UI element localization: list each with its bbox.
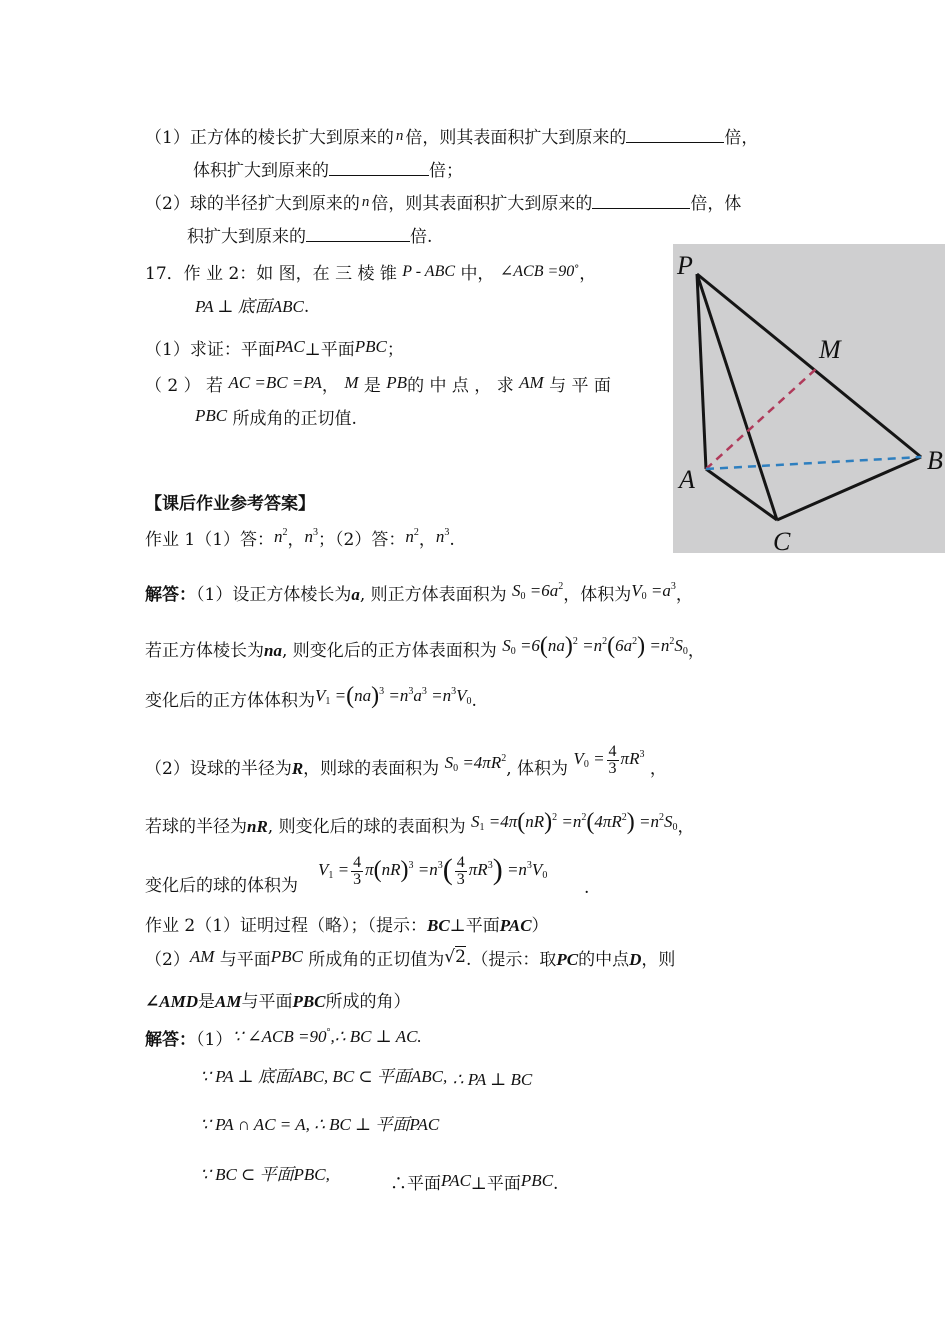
solution-2-line-2 xyxy=(145,806,695,840)
label-a: A xyxy=(679,465,695,494)
text: ， xyxy=(579,264,597,284)
edge-pa xyxy=(697,274,706,469)
answer-blank[interactable] xyxy=(329,157,429,176)
var-n: n xyxy=(361,194,370,210)
solution-1-line-3 xyxy=(145,680,477,714)
text: ，则 xyxy=(641,950,676,970)
text: （1）正方体的棱长扩大到原来的 xyxy=(145,128,394,148)
formula-volume-sphere-scaled: $V_1$ = $\frac{4}{3}$ $\pi(nR)^3 =n^3$( $\frac{4}{3}$ $\pi R^3) =n^3V_0$ xyxy=(318,853,548,888)
hw2-line-3 xyxy=(145,990,411,1014)
text: 与 平 面 xyxy=(549,376,611,396)
formula-surface-scaled: $S_0 =6(na)^2 =n^2(6a^2) =n^2S_0$ xyxy=(502,633,688,659)
solution-2-end xyxy=(584,876,589,900)
text: ；（2）答： xyxy=(318,530,406,550)
q17-line-3 xyxy=(145,335,404,362)
answers-header xyxy=(145,492,315,516)
formula-surface-sphere-scaled: $S_1 =4\pi(nR)^2 =n^2(4\pi R^2) =n^2S_0$ xyxy=(471,809,678,835)
text: 是 xyxy=(363,376,381,396)
text: . xyxy=(303,297,310,317)
q16-line-4 xyxy=(187,223,432,249)
solution-2-line-1 xyxy=(145,735,667,789)
math-angle: ∠ACB =90 xyxy=(499,263,575,280)
var-pbc: PBC xyxy=(520,1171,554,1190)
var-nr: nR xyxy=(247,817,268,836)
text: ； xyxy=(386,340,404,360)
text: . xyxy=(449,530,455,550)
proof-conclusion xyxy=(390,1169,558,1196)
text: 所成角的正切值. xyxy=(232,409,357,429)
text: （1） xyxy=(196,1030,233,1050)
math-n3: $n^3$ xyxy=(304,527,319,546)
q16-line-3 xyxy=(145,190,741,216)
text: 倍. xyxy=(410,227,433,247)
text: ， xyxy=(321,376,339,396)
math-am: AM xyxy=(519,373,544,392)
text: ） xyxy=(531,916,549,936)
var-d: D xyxy=(629,950,642,969)
solution-label: 解答： xyxy=(145,585,196,605)
degree: ° xyxy=(574,264,580,275)
text: 所成的角） xyxy=(325,992,411,1012)
text: , 则变化后的球的表面积为 xyxy=(267,817,466,837)
text: （2）设球的半径为 xyxy=(145,759,292,779)
solution-label: 解答： xyxy=(145,1030,196,1050)
text: . xyxy=(553,1174,559,1194)
var-angle-amd: ∠AMD xyxy=(145,992,198,1011)
proof-step-2-conclusion: ∴ PA ⊥ BC xyxy=(452,1070,533,1089)
text: 若球的半径为 xyxy=(145,817,247,837)
text: 变化后的球的体积为 xyxy=(145,876,298,896)
text: 中， xyxy=(460,264,495,284)
text: 的中点 xyxy=(578,950,630,970)
text: 的 中 点 ， 求 xyxy=(407,376,514,396)
var-am: AM xyxy=(189,947,215,966)
dashed-ab xyxy=(706,457,921,469)
edge-pc xyxy=(697,274,777,520)
hw1-answer: 作业 1（1）答：$n^2$，$n^3$；（2）答：$n^2$，$n^3$. xyxy=(145,527,455,550)
text: 与平面 xyxy=(241,992,293,1012)
text: 倍； xyxy=(429,161,463,181)
section-heading: 【课后作业参考答案】 xyxy=(145,494,315,514)
proof-step-4: ∵ BC ⊂ 平面PBC, xyxy=(200,1165,330,1184)
formula-surface-cube: $S_0 =6a^2$ xyxy=(512,581,564,602)
label-b: B xyxy=(927,446,943,475)
text: , 体积为 xyxy=(506,759,569,779)
text: 倍，体 xyxy=(690,194,742,214)
text: 是 xyxy=(197,992,215,1012)
hw2-line-1 xyxy=(145,914,549,938)
text: , 则变化后的正方体表面积为 xyxy=(281,641,497,661)
math-pbc: PBC xyxy=(195,406,228,425)
var-pac: PAC xyxy=(499,916,532,935)
text: 若正方体棱长为 xyxy=(145,641,264,661)
q17-line-2 xyxy=(195,295,309,319)
label-c: C xyxy=(773,527,791,553)
sqrt-two: √2 xyxy=(444,947,466,967)
text: ⊥平面 xyxy=(304,340,355,360)
text: （2）球的半径扩大到原来的 xyxy=(145,194,360,214)
proof-step-2: ∵ PA ⊥ 底面ABC, BC ⊂ 平面ABC, xyxy=(200,1067,448,1086)
math-pac: PAC xyxy=(274,337,305,356)
var-pbc: PBC xyxy=(270,947,303,966)
math-equal-sides: AC =BC =PA xyxy=(228,373,322,392)
text: 积扩大到原来的 xyxy=(187,227,306,247)
math-n2: $n^2$ xyxy=(405,527,419,546)
proof-line-3 xyxy=(200,1113,439,1137)
text: ， xyxy=(687,641,705,661)
text: ， xyxy=(677,817,695,837)
edge-pb xyxy=(697,274,921,457)
proof-step-1: ∵ ∠ACB =90°,∴ BC ⊥ AC. xyxy=(232,1027,422,1046)
dashed-am xyxy=(706,368,817,469)
var-na: na xyxy=(264,641,282,660)
label-m: M xyxy=(819,335,841,364)
text: 体积扩大到原来的 xyxy=(193,161,329,181)
math-pa-perp: PA ⊥ 底面ABC xyxy=(195,297,304,316)
text: . xyxy=(584,878,590,898)
solution-1-line-1 xyxy=(145,575,693,609)
math-pb: PB xyxy=(386,373,408,392)
text: （1）设正方体棱长为 xyxy=(196,585,352,605)
text: ⊥平面 xyxy=(449,916,500,936)
text: （ 2 ） 若 xyxy=(145,376,224,396)
label-p: P xyxy=(677,251,693,280)
var-bc: BC xyxy=(427,916,450,935)
text: ，体积为 xyxy=(563,585,632,605)
var-r: R xyxy=(291,759,304,778)
text: 与平面 xyxy=(219,950,271,970)
proof-line-1 xyxy=(145,1021,422,1052)
var-am: AM xyxy=(214,992,242,1011)
var-pbc: PBC xyxy=(292,992,326,1011)
math-n2: $n^2$ xyxy=(274,527,288,546)
q17-line-1 xyxy=(145,258,596,286)
formula-volume-sphere: $V_0$ = $\frac{4}{3}$ $\pi R^3$ xyxy=(573,742,645,777)
text: 所成角的正切值为 xyxy=(308,950,445,970)
var-pc: PC xyxy=(556,950,579,969)
text: 倍，则其表面积扩大到原来的 xyxy=(405,128,627,148)
tetrahedron-figure xyxy=(673,244,945,553)
text: 作业 2（1）证明过程（略）；（提示： xyxy=(145,916,428,936)
text: ，则球的表面积为 xyxy=(303,759,440,779)
formula-volume-scaled: $V_1 =(na)^3 =n^3a^3 =n^3V_0$ xyxy=(315,683,472,709)
math-pbc: PBC xyxy=(354,337,387,356)
edge-ac xyxy=(706,469,777,520)
q17-line-5 xyxy=(195,404,357,431)
math-n3: $n^3$ xyxy=(435,527,450,546)
text: 17．作 业 2：如 图，在 三 棱 锥 xyxy=(145,264,397,284)
text: ， xyxy=(675,585,693,605)
answer-blank[interactable] xyxy=(306,223,410,242)
answer-blank[interactable] xyxy=(592,190,690,209)
formula-surface-sphere: $S_0 =4\pi R^2$ xyxy=(444,753,507,774)
answer-blank[interactable] xyxy=(626,124,724,143)
text: 倍，则其表面积扩大到原来的 xyxy=(371,194,593,214)
text: 变化后的正方体体积为 xyxy=(145,691,315,711)
math-tetrahedron: P - ABC xyxy=(402,263,456,280)
proof-line-4 xyxy=(200,1163,330,1187)
text: （1）求证：平面 xyxy=(145,340,275,360)
text: ⊥平面 xyxy=(470,1174,521,1194)
q16-line-2 xyxy=(193,157,463,183)
text: . xyxy=(471,691,477,711)
text: 作业 1（1）答： xyxy=(145,530,275,550)
q17-line-4 xyxy=(145,371,611,398)
proof-step-3: ∵ PA ∩ AC = A, ∴ BC ⊥ 平面PAC xyxy=(200,1115,440,1134)
text: （2） xyxy=(145,950,190,970)
text: , 则正方体表面积为 xyxy=(359,585,507,605)
solution-1-line-2 xyxy=(145,630,705,664)
q16-line-1 xyxy=(145,124,758,150)
edge-cb xyxy=(777,457,921,520)
text: ， xyxy=(649,759,667,779)
var-a: a xyxy=(351,585,360,604)
tetrahedron-diagram xyxy=(673,244,945,553)
proof-line-2 xyxy=(200,1065,532,1092)
hw2-line-2 xyxy=(145,945,675,972)
text: 倍， xyxy=(724,128,759,148)
text: .（提示：取 xyxy=(465,950,557,970)
var-n: n xyxy=(395,128,404,144)
var-pac: PAC xyxy=(441,1171,471,1190)
text: ∴平面 xyxy=(390,1174,441,1194)
solution-2-line-3 xyxy=(145,874,298,898)
math-m: M xyxy=(344,373,359,392)
formula-volume-cube: $V_0 =a^3$ xyxy=(631,581,676,602)
